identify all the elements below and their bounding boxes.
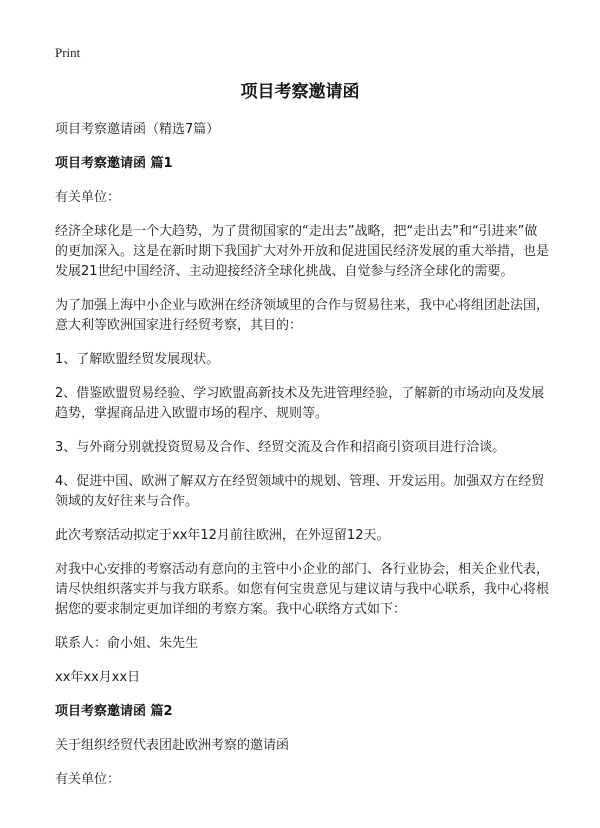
section1-paragraph-4: 对我中心安排的考察活动有意向的主管中小企业的部门、各行业协会，相关企业代表，请尽快组织落实并与我方联系。如您有何宝贵意见与建议请与我中心联系，我中心将根据您的要求制定更加详细的考察方案。我中心联络方式如下：	[55, 562, 550, 617]
document-body	[55, 120, 550, 804]
section1-greeting: 有关单位：	[55, 190, 121, 205]
section2-heading: 项目考察邀请函 篇2	[55, 704, 173, 719]
page-title: 项目考察邀请函	[240, 82, 360, 102]
section1-item-4: 4、促进中国、欧洲了解双方在经贸领域中的规划、管理、开发运用。加强双方在经贸领域的友好往来与合作。	[55, 474, 545, 509]
section1-contact: 联系人：俞小姐、朱先生	[55, 636, 199, 651]
section1-date: xx年xx月xx日	[55, 670, 141, 685]
section1-item-2: 2、借鉴欧盟贸易经验、学习欧盟高新技术及先进管理经验，了解新的市场动向及发展趋势，掌握商品进入欧盟市场的程序、规则等。	[55, 386, 545, 421]
subtitle: 项目考察邀请函（精选7篇）	[55, 122, 220, 137]
section1-item-3: 3、与外商分别就投资贸易及合作、经贸交流及合作和招商引资项目进行洽谈。	[55, 440, 506, 455]
section2-paragraph-1: 关于组织经贸代表团赴欧洲考察的邀请函	[55, 738, 290, 753]
section1-item-1: 1、了解欧盟经贸发展现状。	[55, 352, 220, 367]
section1-paragraph-2: 为了加强上海中小企业与欧洲在经济领域里的合作与贸易往来，我中心将组团赴法国，意大利等欧洲国家进行经贸考察，其目的：	[55, 298, 550, 333]
section1-paragraph-3: 此次考察活动拟定于xx年12月前往欧洲，在外逗留12天。	[55, 528, 390, 543]
section1-paragraph-1: 经济全球化是一个大趋势，为了贯彻国家的“走出去”战略，把“走出去”和“引进来”做的更加深入。这是在新时期下我国扩大对外开放和促进国民经济发展的重大举措，也是发展21世纪中国经济、主动迎接经济全球化挑战、自觉参与经济全球化的需要。	[55, 224, 550, 279]
section1-heading: 项目考察邀请函 篇1	[55, 156, 173, 171]
section2-greeting: 有关单位：	[55, 772, 121, 787]
print-link[interactable]: Print	[55, 45, 81, 60]
